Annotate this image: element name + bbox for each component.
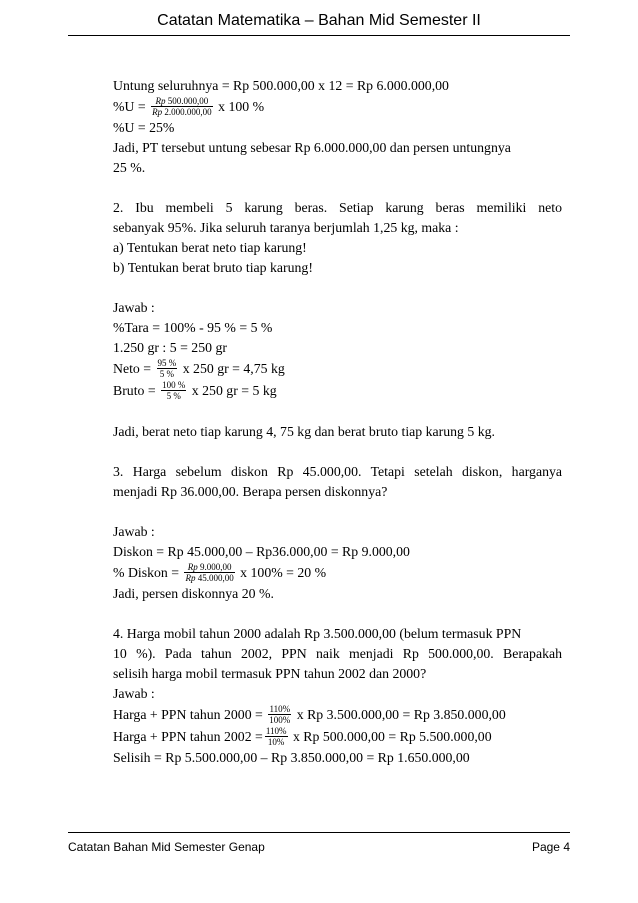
- q2-neto-fraction: [157, 358, 178, 379]
- q3-den-currency: Rp: [185, 573, 196, 584]
- spacer: [113, 278, 562, 298]
- q2-line-4: b) Tentukan berat bruto tiap karung!: [113, 260, 313, 275]
- q4-h1-pre: Harga + PPN tahun 2000 =: [113, 707, 267, 722]
- p1-fraction: [151, 96, 213, 117]
- q3-diskon-post: x 100% = 20 %: [236, 565, 327, 580]
- q4-h2-fraction: [265, 726, 288, 747]
- q3-diskon-numerator: [184, 562, 234, 573]
- q3-num-value: 9.000,00: [197, 562, 232, 573]
- p1-fraction-numerator: [151, 96, 213, 107]
- q2-neto-pre: Neto =: [113, 361, 155, 376]
- q2-bruto-fraction: [161, 380, 186, 401]
- q3-diskon-denominator: [184, 573, 234, 583]
- q4-harga-2002-formula: [113, 726, 562, 748]
- p1-den-currency: Rp: [152, 107, 163, 118]
- q4-line-3: selisih harga mobil termasuk PPN tahun 2002 dan 2000?: [113, 666, 427, 681]
- p1-formula-post: x 100 %: [214, 99, 265, 114]
- q3-diskon-fraction: [184, 562, 234, 583]
- q3-jawab: Jawab :: [113, 524, 155, 539]
- q4-h1-numerator: 110%: [269, 704, 291, 715]
- q4-selisih: Selisih = Rp 5.500.000,00 – Rp 3.850.000,00 = Rp 1.650.000,00: [113, 750, 470, 765]
- spacer: [113, 178, 562, 198]
- q4-h2-numerator: 110%: [265, 726, 287, 737]
- p1-line-4: Jadi, PT tersebut untung sebesar Rp 6.000.000,00 dan persen untungnya: [113, 140, 511, 155]
- q3-line-1: 3. Harga sebelum diskon Rp 45.000,00. Tetapi setelah diskon, harganya: [113, 464, 562, 479]
- p1-num-value: 500.000,00: [165, 96, 209, 107]
- p1-line-1: Untung seluruhnya = Rp 500.000,00 x 12 = Rp 6.000.000,00: [113, 78, 449, 93]
- footer-rule: [68, 832, 570, 833]
- spacer: [113, 604, 562, 624]
- p1-formula-percent-u: [113, 96, 562, 118]
- q4-harga-2000-formula: [113, 704, 562, 726]
- q4-jawab: Jawab :: [113, 686, 155, 701]
- q3-line-2: menjadi Rp 36.000,00. Berapa persen diskonnya?: [113, 484, 388, 499]
- p1-fraction-denominator: [151, 107, 213, 117]
- header-rule: [68, 35, 570, 36]
- q2-line-1: 2. Ibu membeli 5 karung beras. Setiap karung beras memiliki neto: [113, 200, 562, 215]
- q2-line-2: sebanyak 95%. Jika seluruh taranya berjumlah 1,25 kg, maka :: [113, 220, 459, 235]
- p1-line-5: 25 %.: [113, 160, 146, 175]
- q3-conclusion: Jadi, persen diskonnya 20 %.: [113, 586, 274, 601]
- q4-h2-pre: Harga + PPN tahun 2002 =: [113, 729, 263, 744]
- spacer: [113, 402, 562, 422]
- p1-num-currency: Rp: [155, 96, 166, 107]
- q2-neto-post: x 250 gr = 4,75 kg: [179, 361, 285, 376]
- q4-h1-post: x Rp 3.500.000,00 = Rp 3.850.000,00: [293, 707, 506, 722]
- q2-neto-formula: [113, 358, 562, 380]
- q3-den-value: 45.000,00: [195, 573, 234, 584]
- q2-bruto-pre: Bruto =: [113, 383, 160, 398]
- q3-diskon-formula: [113, 562, 562, 584]
- p1-formula-pre: %U =: [113, 99, 150, 114]
- q3-num-currency: Rp: [187, 562, 198, 573]
- q2-line-6: 1.250 gr : 5 = 250 gr: [113, 340, 227, 355]
- q4-h1-denominator: 100%: [269, 715, 291, 726]
- spacer: [113, 502, 562, 522]
- q2-neto-numerator: 95 %: [157, 358, 177, 369]
- q2-line-5: %Tara = 100% - 95 % = 5 %: [113, 320, 273, 335]
- spacer: [113, 442, 562, 462]
- q4-line-2: 10 %). Pada tahun 2002, PPN naik menjadi Rp 500.000,00. Berapakah: [113, 646, 562, 661]
- q2-line-3: a) Tentukan berat neto tiap karung!: [113, 240, 307, 255]
- q2-bruto-numerator: 100 %: [162, 380, 186, 391]
- q3-diskon-pre: % Diskon =: [113, 565, 183, 580]
- q4-line-1: 4. Harga mobil tahun 2000 adalah Rp 3.500.000,00 (belum termasuk PPN: [113, 626, 522, 641]
- p1-den-value: 2.000.000,00: [162, 107, 212, 118]
- p1-line-3: %U = 25%: [113, 120, 175, 135]
- q4-h2-post: x Rp 500.000,00 = Rp 5.500.000,00: [289, 729, 492, 744]
- q2-bruto-post: x 250 gr = 5 kg: [188, 383, 277, 398]
- footer-left-text: Catatan Bahan Mid Semester Genap: [68, 840, 265, 854]
- page-header-title: Catatan Matematika – Bahan Mid Semester II: [157, 12, 481, 29]
- footer-page-number: Page 4: [531, 840, 570, 854]
- q2-neto-denominator: 5 %: [159, 369, 174, 380]
- q2-bruto-denominator: 5 %: [166, 391, 181, 402]
- q2-conclusion: Jadi, berat neto tiap karung 4, 75 kg dan berat bruto tiap karung 5 kg.: [113, 424, 495, 439]
- q4-h2-denominator: 10%: [267, 737, 285, 748]
- page-content: [113, 76, 562, 768]
- q4-h1-fraction: [268, 704, 291, 725]
- q3-line-3: Diskon = Rp 45.000,00 – Rp36.000,00 = Rp 9.000,00: [113, 544, 410, 559]
- q2-bruto-formula: [113, 380, 562, 402]
- q2-jawab: Jawab :: [113, 300, 155, 315]
